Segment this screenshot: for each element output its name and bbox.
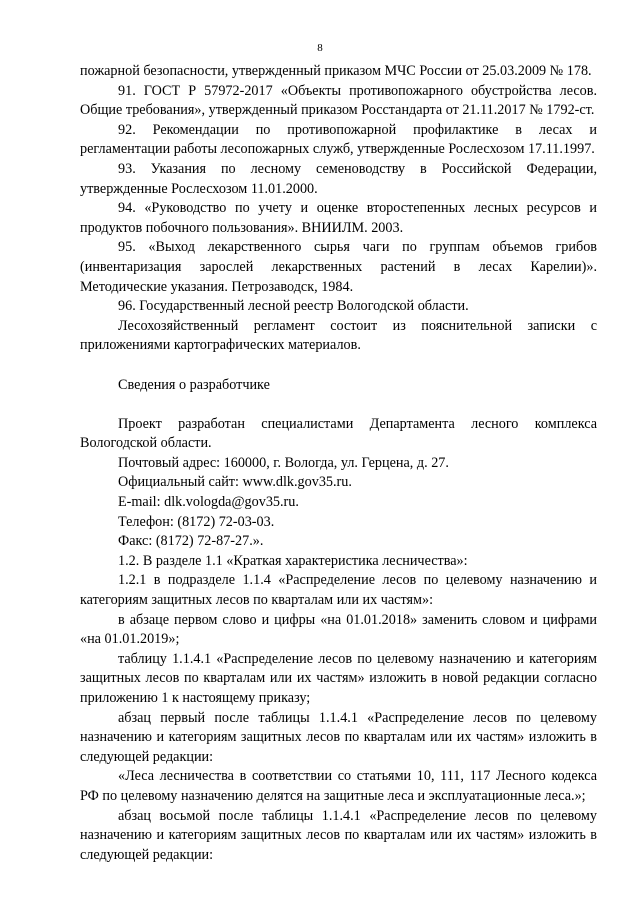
paragraph-abzac-eighth-after-table: абзац восьмой после таблицы 1.1.4.1 «Распределение лесов по целевому назначению и категориям защитных лесов по кварталам или их частям» изложить в следующей редакции: [80,807,597,863]
paragraph-phone: Телефон: (8172) 72-03-03. [118,513,275,530]
document-body [80,62,597,865]
page-number: 8 [317,42,323,54]
paragraph-fire-safety-continuation: пожарной безопасности, утвержденный приказом МЧС России от 25.03.2009 № 178. [80,63,592,79]
paragraph-item-92: 92. Рекомендации по противопожарной профилактике в лесах и регламентации работы лесопожарных служб, утвержденные Рослесхозом 17.11.1997. [80,121,597,158]
paragraph-quote-forests: «Леса лесничества в соответствии со статьями 10, 111, 117 Лесного кодекса РФ по целевому назначению делятся на защитные леса и эксплуатационные леса.»; [80,768,597,804]
paragraph-website: Официальный сайт: www.dlk.gov35.ru. [118,474,352,491]
paragraph-regulation-composition: Лесохозяйственный регламент состоит из пояснительной записки с приложениями картографических материалов. [80,317,597,354]
paragraph-postal-address: Почтовый адрес: 160000, г. Вологда, ул. Герцена, д. 27. [118,454,449,471]
paragraph-clause-1-2-1: 1.2.1 в подразделе 1.1.4 «Распределение лесов по целевому назначению и категориям защитных лесов по кварталам или их частям»: [80,572,597,609]
paragraph-item-95: 95. «Выход лекарственного сырья чаги по группам объемов грибов (инвентаризация зарослей лекарственных растений в лесах Карелии)». Методические указания. Петрозаводск, 1984. [80,239,597,295]
paragraph-first-abzac-change: в абзаце первом слово и цифры «на 01.01.2018» заменить словом и цифрами «на 01.01.2019»; [80,611,597,648]
paragraph-fax: Факс: (8172) 72-87-27.». [118,533,264,550]
paragraph-email: E-mail: dlk.vologda@gov35.ru. [118,494,299,511]
section-heading-developer: Сведения о разработчике [118,376,270,393]
paragraph-item-96: 96. Государственный лесной реестр Вологодской области. [118,298,469,315]
paragraph-clause-1-2: 1.2. В разделе 1.1 «Краткая характеристика лесничества»: [118,552,468,569]
paragraph-abzac-first-after-table: абзац первый после таблицы 1.1.4.1 «Распределение лесов по целевому назначению и категориям защитных лесов по кварталам или их частям» изложить в следующей редакции: [80,709,597,765]
paragraph-item-93: 93. Указания по лесному семеноводству в Российской Федерации, утвержденные Рослесхозом 11.01.2000. [80,160,597,197]
paragraph-developer-info: Проект разработан специалистами Департамента лесного комплекса Вологодской области. [80,415,597,452]
paragraph-table-1-1-4-1: таблицу 1.1.4.1 «Распределение лесов по целевому назначению и категориям защитных лесов по кварталам или их частям» изложить в новой редакции согласно приложению 1 к настоящему приказу; [80,650,597,706]
blank-line [80,395,597,415]
paragraph-item-91: 91. ГОСТ Р 57972-2017 «Объекты противопожарного обустройства лесов. Общие требования», утвержденный приказом Росстандарта от 21.11.2017 № 1792-ст. [80,82,597,119]
paragraph-item-94: 94. «Руководство по учету и оценке второстепенных лесных ресурсов и продуктов побочного пользования». ВНИИЛМ. 2003. [80,200,597,236]
blank-line [80,356,597,376]
